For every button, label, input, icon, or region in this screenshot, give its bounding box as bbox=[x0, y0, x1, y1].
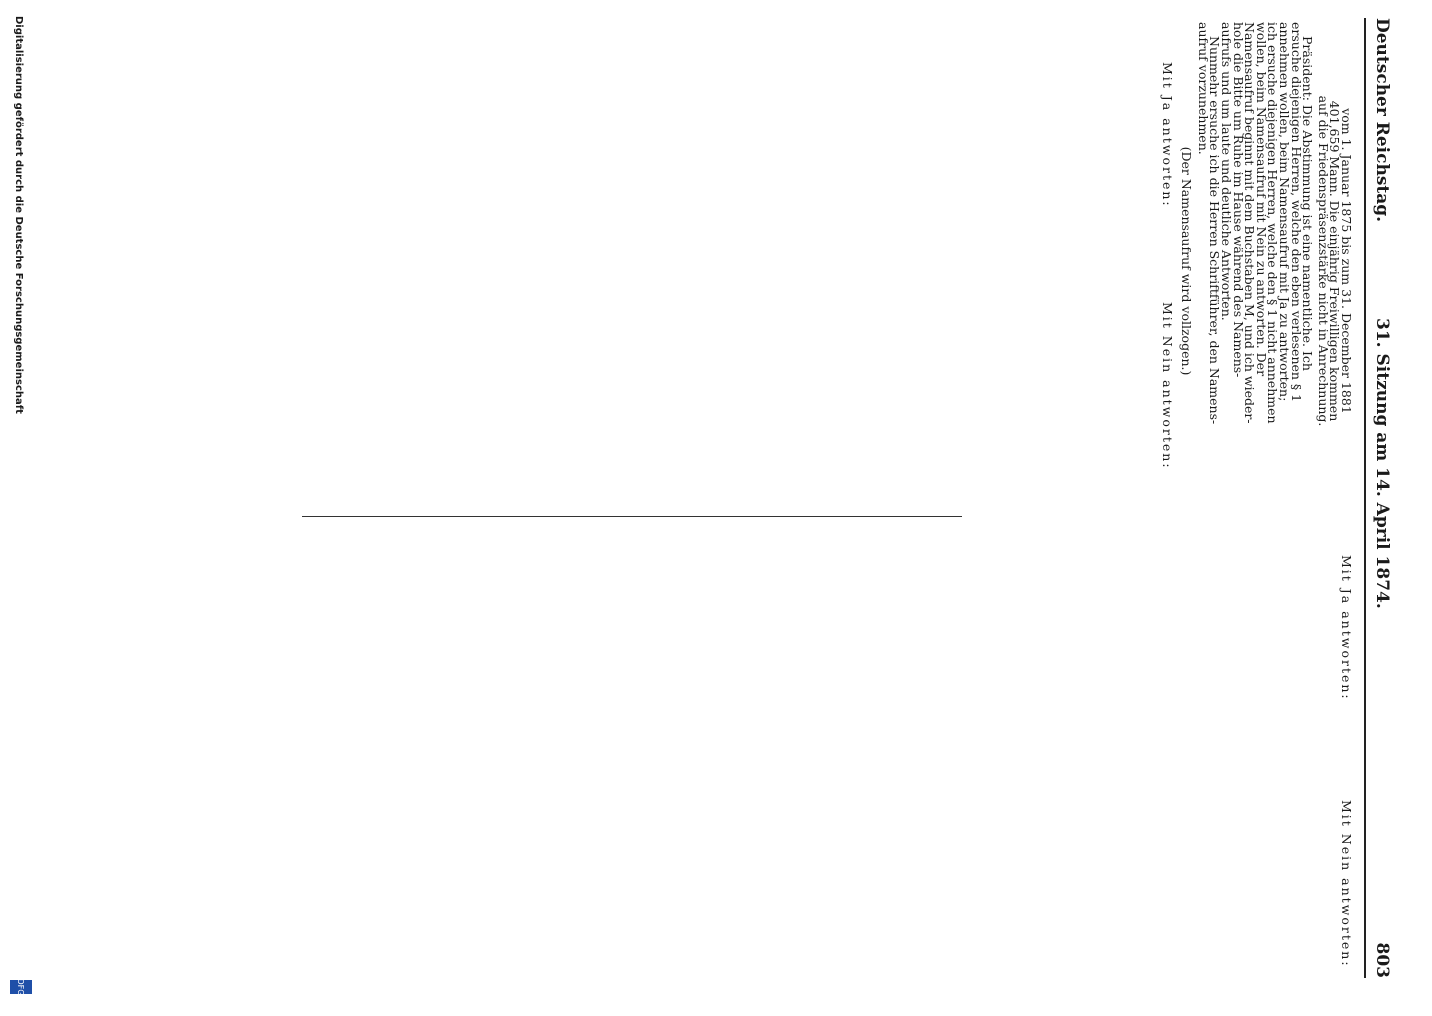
paragraph-line: ich ersuche diejenigen Herren, welche den § 1 nicht annehmen bbox=[1265, 22, 1281, 424]
page-header bbox=[1366, 18, 1392, 978]
footer-text: Digitalisierung gefördert durch die Deutsche Forschungsgemeinschaft bbox=[13, 16, 24, 414]
dfg-logo: DFG bbox=[10, 980, 32, 994]
paragraph-line: Präsident: Die Abstimmung ist eine namentliche. Ich bbox=[1300, 36, 1316, 371]
ja-heading: Mit Ja antworten: bbox=[1159, 62, 1175, 208]
nein-heading: Mit Nein antworten: bbox=[1339, 800, 1354, 968]
paragraph-line: annehmen wollen, beim Namensaufruf mit Ja zu antworten; bbox=[1277, 22, 1293, 402]
roll-call-note: (Der Namensaufruf wird vollzogen.) bbox=[1179, 146, 1195, 376]
page-number: 803 bbox=[1372, 942, 1392, 978]
right-column bbox=[1332, 525, 1352, 985]
header-session: 31. Sitzung am 14. April 1874. bbox=[1372, 318, 1392, 609]
intro-line: auf die Friedenspräsenzstärke nicht in Anrechnung. bbox=[1315, 95, 1331, 427]
left-column bbox=[1153, 22, 1352, 500]
paragraph-line: wollen, beim Namensaufruf mit Nein zu antworten. Der bbox=[1253, 22, 1269, 377]
nein-heading: Mit Nein antworten: bbox=[1159, 302, 1175, 470]
column-divider bbox=[302, 516, 962, 517]
digitization-footer bbox=[13, 0, 24, 1016]
paragraph-line: aufruf vorzunehmen. bbox=[1195, 22, 1211, 155]
ja-heading: Mit Ja antworten: bbox=[1339, 555, 1354, 701]
intro-line: 401,659 Mann. Die einjährig Freiwilligen kommen bbox=[1327, 100, 1343, 422]
paragraph-line: aufrufs und um laute und deutliche Antworten. bbox=[1219, 22, 1235, 321]
intro-line: vom 1. Januar 1875 bis zum 31. December 1881 bbox=[1339, 108, 1354, 414]
paragraph-line: Nunmehr ersuche ich die Herren Schriftführer, den Namens- bbox=[1207, 36, 1223, 425]
paragraph-line: ersuche diejenigen Herren, welche den eben verlesenen § 1 bbox=[1288, 22, 1304, 403]
paragraph-line: Namensaufruf beginnt mit dem Buchstaben M, und ich wieder- bbox=[1242, 22, 1258, 424]
header-rule bbox=[1364, 18, 1366, 978]
header-title: Deutscher Reichstag. bbox=[1372, 18, 1392, 223]
paragraph-line: hole die Bitte um Ruhe im Hause während des Namens- bbox=[1230, 22, 1246, 378]
